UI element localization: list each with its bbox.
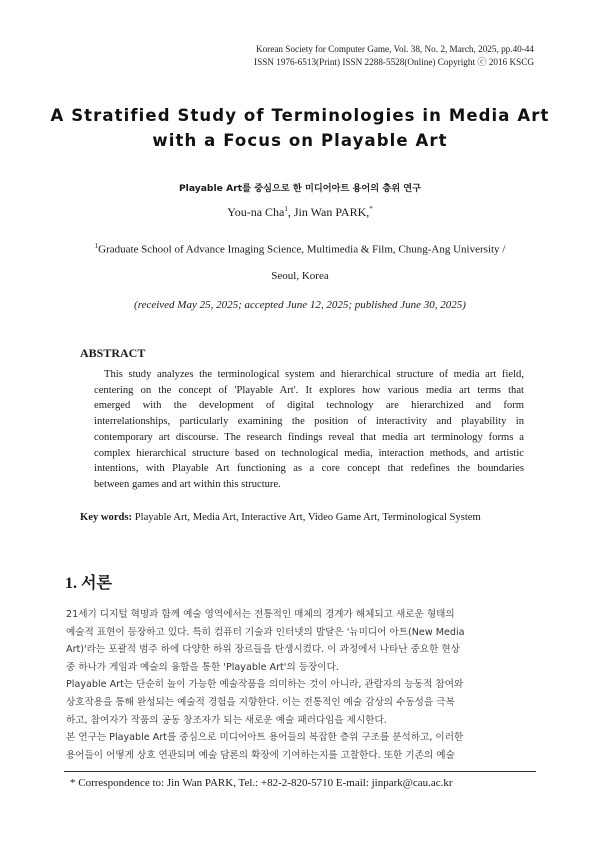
body-line: Art)'라는 포괄적 범주 하에 다양한 하위 장르들을 탄생시켰다. 이 과정에서 나타난 중요한 현상: [66, 644, 460, 656]
affiliation-line2: Seoul, Korea: [271, 270, 329, 282]
body-line: 21세기 디지털 혁명과 함께 예술 영역에서는 전통적인 매체의 경계가 해체되고 새로운 형태의: [66, 609, 455, 620]
body-line: 중 하나가 게임과 예술의 융합을 통한 'Playable Art'의 등장이다.: [66, 661, 339, 673]
paper-title-line2: with a Focus on Playable Art: [152, 131, 448, 150]
section-title: 서론: [81, 575, 112, 592]
abstract-line: contemporary art discourse. The research findings reveal that media art terminology forms a: [94, 431, 524, 443]
abstract-line: between games and art within this structure.: [94, 478, 281, 490]
footnote-rule: [64, 771, 536, 772]
authors: [0, 205, 600, 220]
issn-copyright: ISSN 1976-6513(Print) ISSN 2288-5528(Online) Copyright ⓒ 2016 KSCG: [254, 57, 534, 67]
abstract-line: interrelationships, particularly examining the position of interactivity and playability in: [94, 416, 524, 428]
body-line: 상호작용을 통해 완성되는 예술적 경험을 지향한다. 이는 전통적인 예술 감상의 수동성을 극복: [66, 696, 455, 708]
abstract-body: [94, 367, 524, 493]
author-1-mark: 1: [284, 205, 288, 213]
abstract-line: complex hierarchical structure based on technological media, interaction methods, and artistic: [94, 447, 524, 459]
affiliation-line1: [0, 242, 600, 256]
author-1: You-na Cha: [227, 205, 285, 219]
received-dates: (received May 25, 2025; accepted June 12, 2025; published June 30, 2025): [134, 299, 466, 311]
body-line: Playable Art는 단순히 놀이 가능한 예술작품을 의미하는 것이 아니라, 관람자의 능동적 참여와: [66, 679, 464, 691]
section-body: [66, 606, 534, 764]
correspondence-footnote: * Correspondence to: Jin Wan PARK, Tel.: +82-2-820-5710 E-mail: jinpark@cau.ac.kr: [70, 777, 453, 789]
abstract-line: This study analyzes the terminological system and hierarchical structure of media art field,: [104, 369, 524, 380]
journal-citation: Korean Society for Computer Game, Vol. 38, No. 2, March, 2025, pp.40-44: [255, 44, 534, 54]
keywords: [80, 512, 481, 523]
author-separator: ,: [287, 205, 294, 219]
body-line: 본 연구는 Playable Art를 중심으로 미디어아트 용어들의 복잡한 층위 구조를 분석하고, 이러한: [66, 732, 464, 744]
section-heading: [65, 570, 112, 593]
keywords-label: Key words:: [80, 512, 133, 523]
author-2-mark: *: [369, 205, 373, 213]
affiliation-mark: 1: [94, 242, 99, 250]
abstract-line: centering on the concept of 'Playable Art'. It explores how various media art terms that: [94, 384, 524, 396]
korean-title: Playable Art를 중심으로 한 미디어아트 용어의 층위 연구: [178, 183, 422, 194]
abstract-heading: ABSTRACT: [80, 346, 146, 360]
section-number: 1.: [65, 575, 77, 592]
body-line: 용어들이 어떻게 상호 연관되며 예술 담론의 확장에 기여하는지를 고찰한다. 또한 기존의 예술: [66, 749, 455, 761]
body-line: 예술적 표현이 등장하고 있다. 특히 컴퓨터 기술과 인터넷의 발달은 '뉴미디어 아트(New Media: [66, 626, 465, 638]
author-2: Jin Wan PARK,: [293, 205, 370, 219]
abstract-line: intentions, with Playable Art functioning as a core concept that redefines the boundaries: [94, 463, 524, 475]
affiliation-text: Graduate School of Advance Imaging Science, Multimedia & Film, Chung-Ang University /: [98, 243, 506, 256]
abstract-line: emerged with the development of digital technology are hierarchized and form: [94, 400, 524, 412]
keywords-text: Playable Art, Media Art, Interactive Art, Video Game Art, Terminological System: [134, 512, 481, 523]
paper-title-line1: A Stratified Study of Terminologies in Media Art: [50, 106, 550, 125]
body-line: 하고, 참여자가 작품의 공동 창조자가 되는 새로운 예술 패러다임을 제시한다.: [66, 714, 387, 726]
